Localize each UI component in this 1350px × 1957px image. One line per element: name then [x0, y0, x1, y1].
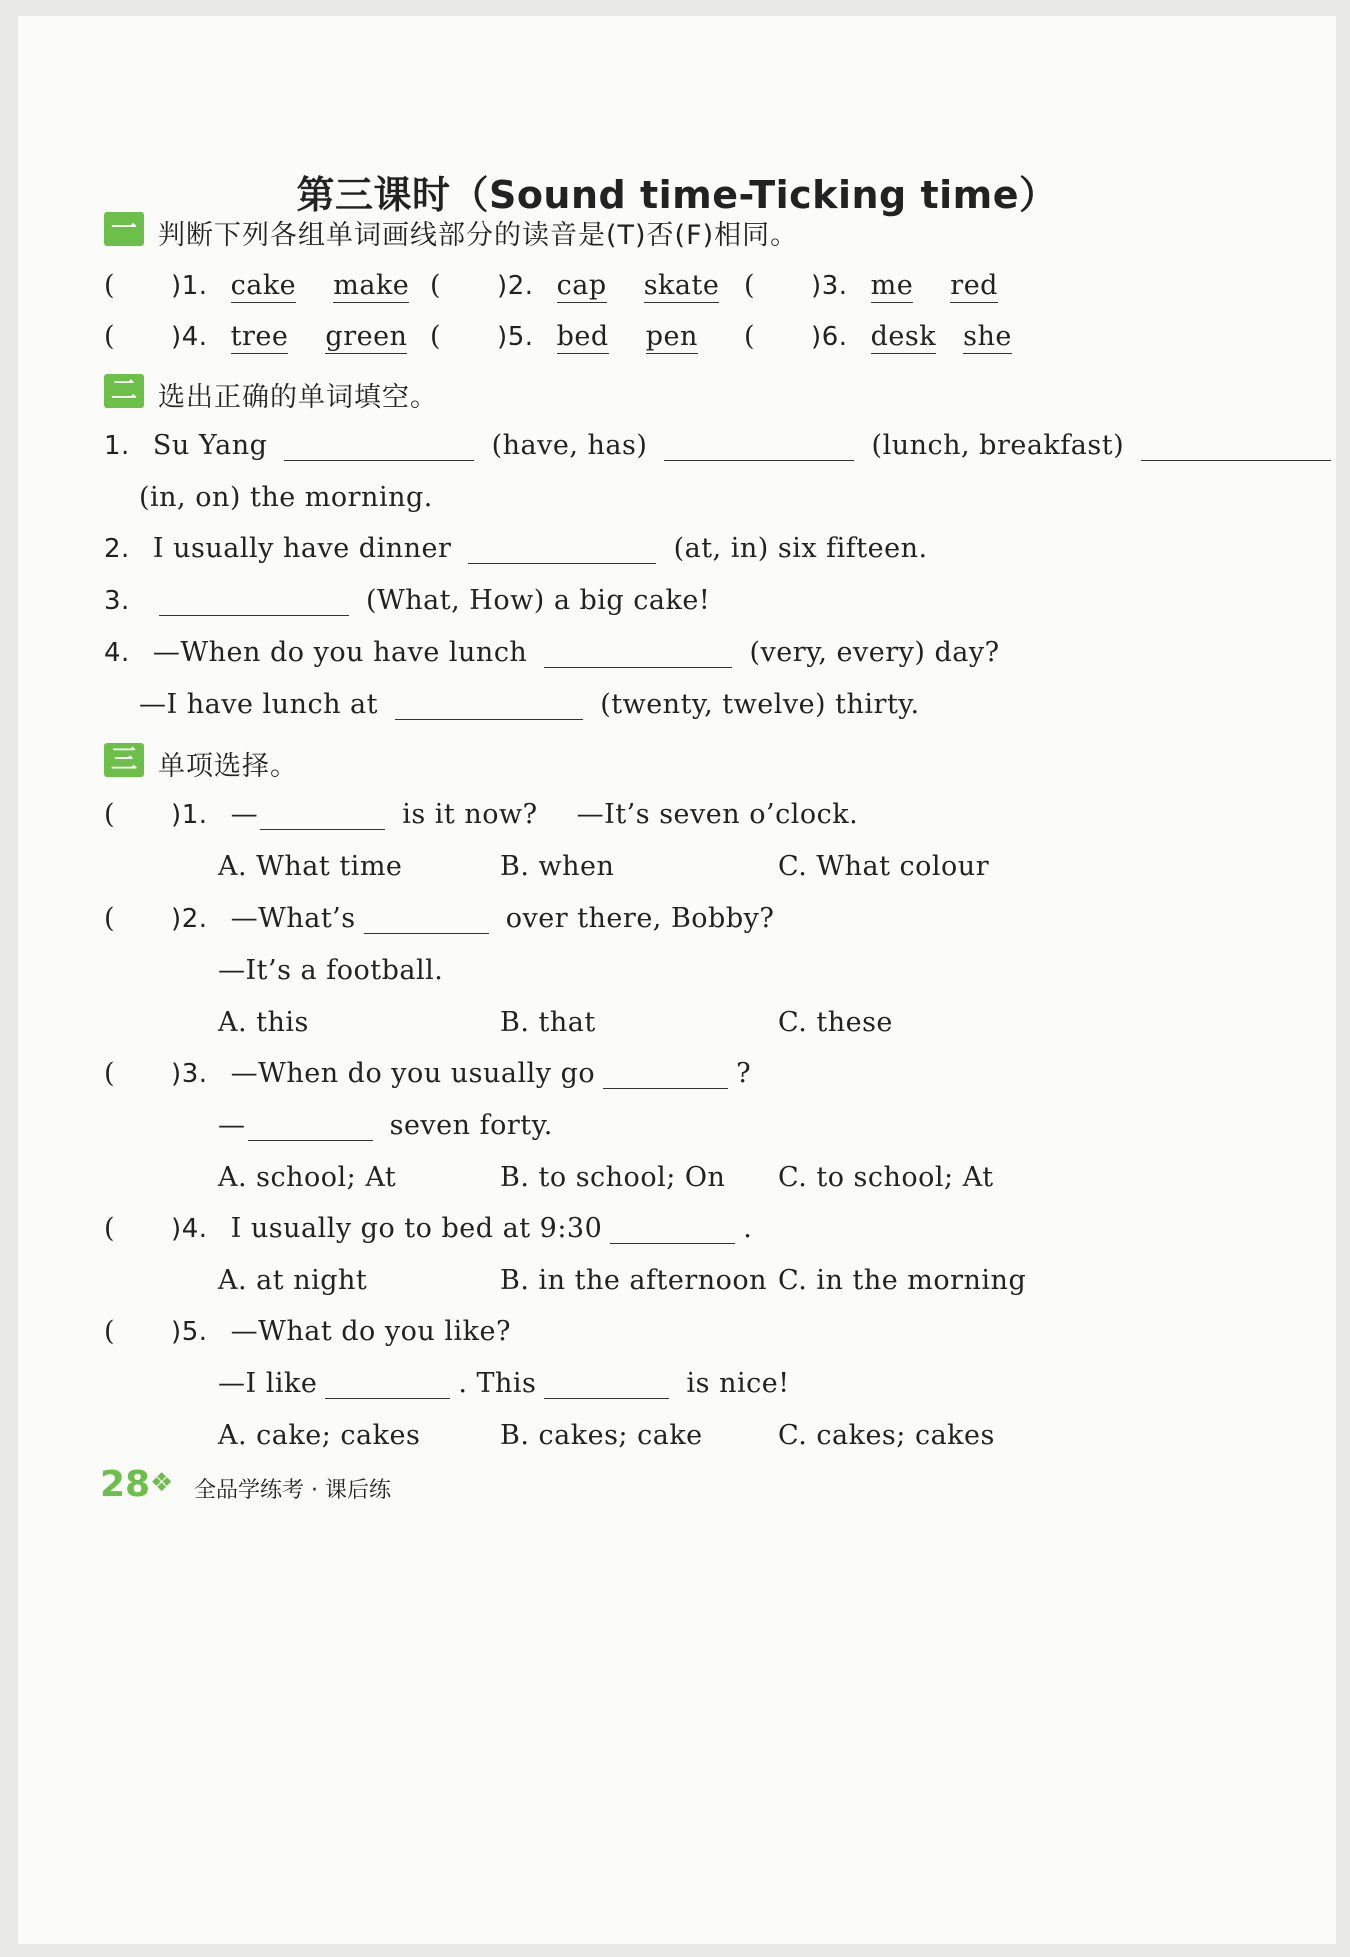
answer-blank[interactable]	[248, 1110, 373, 1141]
choice-5-option-a[interactable]: A. cake; cakes	[218, 1420, 421, 1451]
choice-3-option-b[interactable]: B. to school; On	[500, 1162, 726, 1193]
answer-paren[interactable]: (	[104, 1058, 116, 1089]
answer-blank[interactable]	[544, 637, 732, 668]
choice-question-1: ( )1. — is it now? —It’s seven o’clock.	[104, 799, 859, 830]
fill-question-1: 1. Su Yang (have, has) (lunch, breakfast)	[104, 430, 1339, 461]
fill-question-3: 3. (What, How) a big cake!	[104, 585, 711, 616]
answer-blank[interactable]	[603, 1058, 728, 1089]
answer-blank[interactable]	[284, 430, 474, 461]
choice-2-option-a[interactable]: A. this	[218, 1007, 309, 1038]
fill-question-1-cont: (in, on) the morning.	[139, 482, 433, 513]
answer-paren[interactable]: (	[104, 903, 116, 934]
answer-blank[interactable]	[395, 689, 583, 720]
answer-blank[interactable]	[610, 1213, 735, 1244]
fill-question-2: 2. I usually have dinner (at, in) six fifteen.	[104, 533, 928, 564]
choice-3-reply: — seven forty.	[218, 1110, 553, 1141]
judge-item-2: ( )2. cap skate	[430, 270, 720, 301]
choice-1-option-c[interactable]: C. What colour	[778, 851, 990, 882]
choice-question-4: ( )4. I usually go to bed at 9:30 .	[104, 1213, 753, 1244]
answer-paren[interactable]: (	[104, 270, 116, 301]
judge-item-6: ( )6. desk she	[744, 321, 1012, 352]
choice-2-option-b[interactable]: B. that	[500, 1007, 596, 1038]
judge-item-1: ( )1. cake make	[104, 270, 410, 301]
choice-question-3: ( )3. —When do you usually go ?	[104, 1058, 752, 1089]
choice-4-option-a[interactable]: A. at night	[218, 1265, 368, 1296]
answer-blank[interactable]	[260, 799, 385, 830]
section-heading-2: 选出正确的单词填空。	[158, 382, 438, 413]
diamond-cluster-icon: ❖	[150, 1468, 174, 1498]
choice-1-option-b[interactable]: B. when	[500, 851, 615, 882]
choice-question-5: ( )5. —What do you like?	[104, 1316, 511, 1347]
answer-paren[interactable]: (	[744, 270, 756, 301]
fill-question-4-reply: —I have lunch at (twenty, twelve) thirty.	[139, 689, 920, 720]
choice-1-option-a[interactable]: A. What time	[218, 851, 403, 882]
choice-question-2: ( )2. —What’s over there, Bobby?	[104, 903, 775, 934]
answer-paren[interactable]: (	[104, 799, 116, 830]
answer-blank[interactable]	[544, 1368, 669, 1399]
answer-paren[interactable]: (	[430, 270, 442, 301]
choice-2-option-c[interactable]: C. these	[778, 1007, 893, 1038]
answer-paren[interactable]: (	[104, 1213, 116, 1244]
section-badge-3: 三	[104, 743, 144, 777]
choice-5-option-c[interactable]: C. cakes; cakes	[778, 1420, 995, 1451]
section-badge-1: 一	[104, 212, 144, 246]
fill-question-4: 4. —When do you have lunch (very, every) day?	[104, 637, 1000, 668]
section-badge-2: 二	[104, 374, 144, 408]
answer-paren[interactable]: (	[104, 321, 116, 352]
choice-5-option-b[interactable]: B. cakes; cake	[500, 1420, 703, 1451]
section-heading-3: 单项选择。	[158, 751, 298, 782]
judge-item-4: ( )4. tree green	[104, 321, 408, 352]
page-number: 28	[100, 1464, 151, 1505]
answer-paren[interactable]: (	[744, 321, 756, 352]
answer-blank[interactable]	[468, 533, 656, 564]
section-heading-1: 判断下列各组单词画线部分的读音是(T)否(F)相同。	[158, 220, 799, 251]
worksheet-page	[18, 16, 1336, 1944]
choice-2-reply: —It’s a football.	[218, 955, 444, 986]
judge-item-3: ( )3. me red	[744, 270, 998, 301]
choice-3-option-a[interactable]: A. school; At	[218, 1162, 397, 1193]
choice-4-option-b[interactable]: B. in the afternoon	[500, 1265, 768, 1296]
choice-3-option-c[interactable]: C. to school; At	[778, 1162, 994, 1193]
answer-blank[interactable]	[364, 903, 489, 934]
book-name: 全品学练考 · 课后练	[194, 1478, 391, 1503]
answer-blank[interactable]	[1141, 430, 1331, 461]
answer-blank[interactable]	[664, 430, 854, 461]
choice-5-reply: —I like . This is nice!	[218, 1368, 790, 1399]
answer-paren[interactable]: (	[430, 321, 442, 352]
judge-item-5: ( )5. bed pen	[430, 321, 698, 352]
answer-paren[interactable]: (	[104, 1316, 116, 1347]
choice-4-option-c[interactable]: C. in the morning	[778, 1265, 1027, 1296]
page-title: 第三课时（Sound time-Ticking time）	[296, 173, 1058, 217]
answer-blank[interactable]	[159, 585, 349, 616]
answer-blank[interactable]	[325, 1368, 450, 1399]
